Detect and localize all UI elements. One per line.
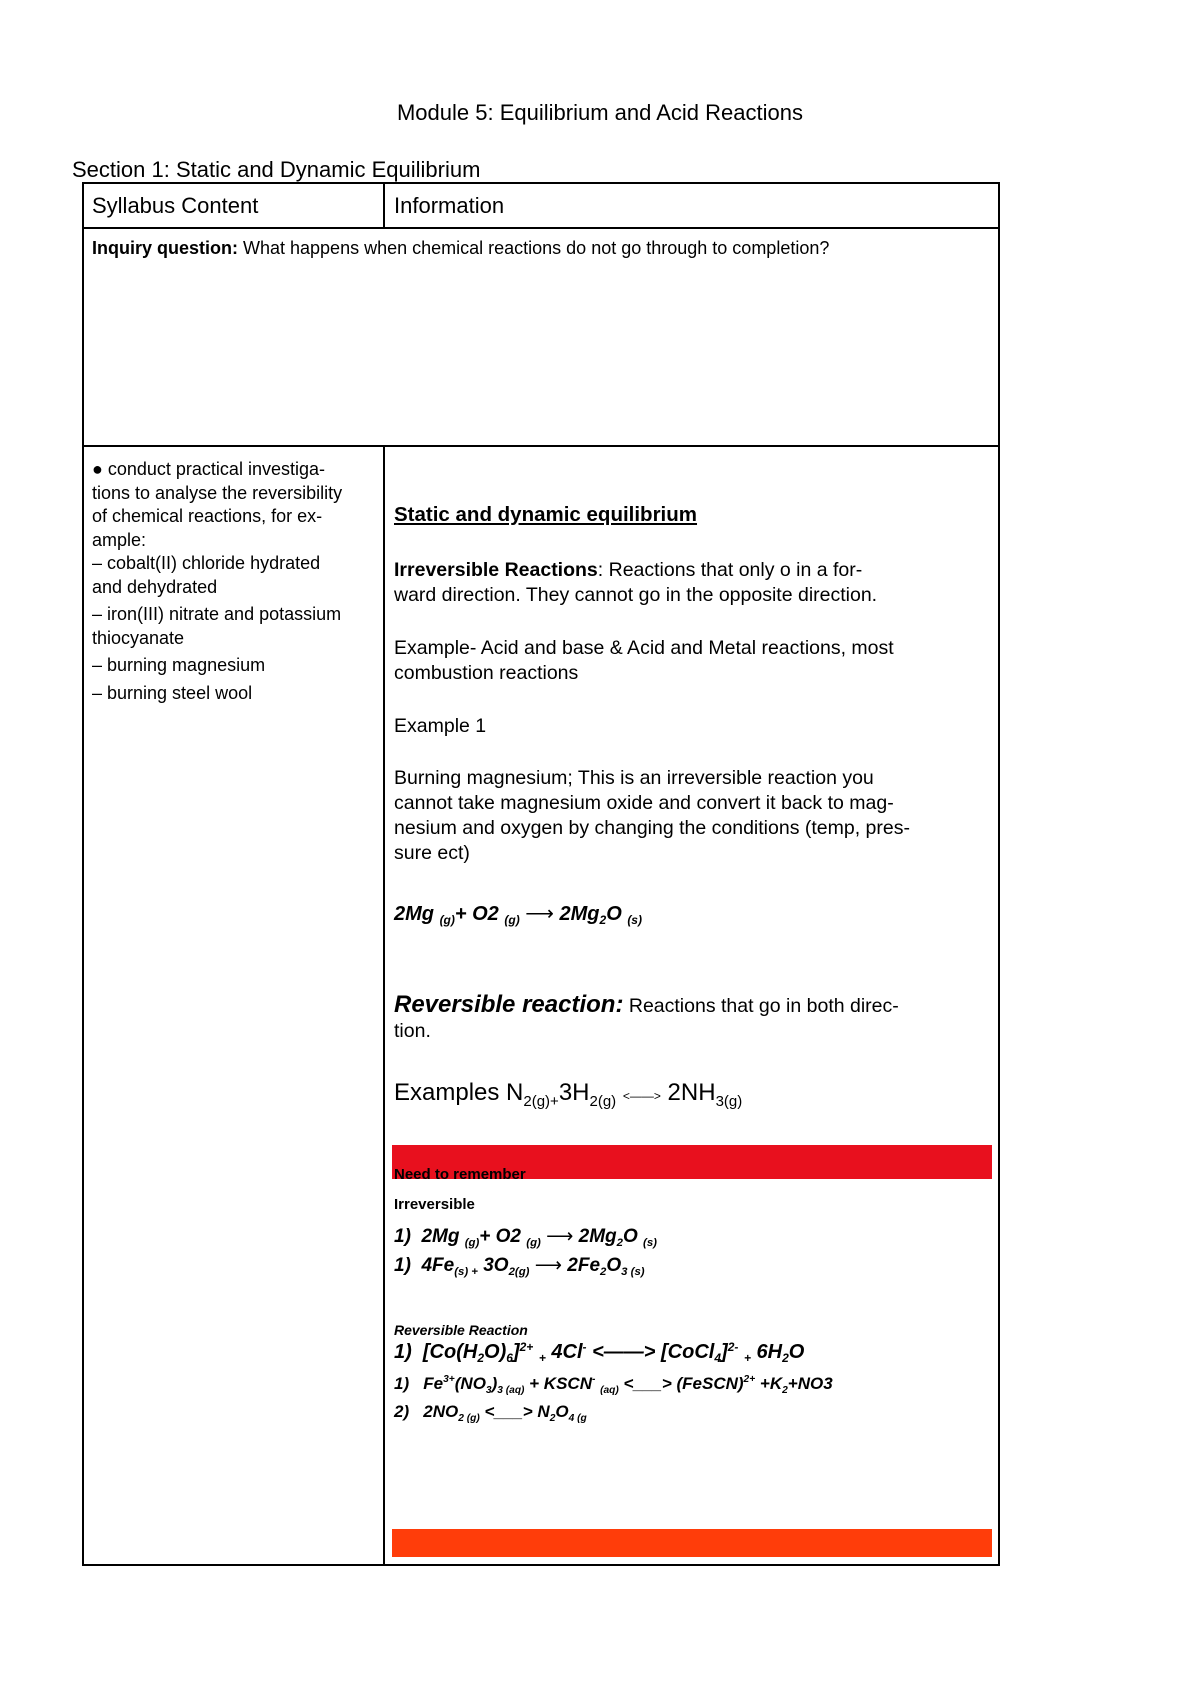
- column-header-information: Information: [394, 193, 505, 218]
- syllabus-line: tions to analyse the reversibility: [92, 482, 343, 503]
- example-line: combustion reactions: [394, 662, 579, 684]
- section-title: Section 1: Static and Dynamic Equilibrium: [72, 157, 481, 182]
- syllabus-bullet: ● conduct practical investiga-: [92, 459, 325, 479]
- inquiry-divider: [82, 445, 1000, 447]
- syllabus-content: [92, 458, 382, 705]
- reversible-eq-3: 2) $2NO_{2 (g)}$ <___> $N_2O_{4 (g}$: [394, 1402, 587, 1424]
- inquiry-question: [92, 238, 829, 259]
- syllabus-sub-item: – iron(III) nitrate and potassium: [92, 604, 342, 624]
- reversible-small-label: Reversible Reaction: [394, 1322, 528, 1338]
- reversible-arrow-icon: <——>: [592, 1341, 656, 1363]
- syllabus-line: of chemical reactions, for ex-: [92, 506, 323, 526]
- reversible-arrow-icon: <——>: [622, 1089, 661, 1103]
- irreversible-label: Irreversible Reactions: [394, 559, 598, 581]
- example-paragraph: [394, 636, 994, 686]
- info-heading: Static and dynamic equilibrium: [394, 503, 698, 526]
- document-title: Module 5: Equilibrium and Acid Reactions: [396, 100, 803, 125]
- burning-paragraph: [394, 766, 994, 866]
- irreversible-text: : Reactions that only o in a for-: [597, 559, 863, 581]
- reversible-eq-2: 1) $Fe^{3+}(NO_3)_{3 (aq)}$ + KSCN- $_{(aq)}$ <___> (FeSCN)$^{2+}$ $+K_2+NO3$: [394, 1374, 833, 1396]
- reversible-text-2: tion.: [394, 1020, 431, 1042]
- syllabus-sub-item: and dehydrated: [92, 576, 218, 597]
- burning-line: nesium and oxygen by changing the conditions (temp, pres-: [394, 817, 910, 839]
- syllabus-sub-item: – cobalt(II) chloride hydrated: [92, 553, 321, 573]
- bottom-accent-bar: [392, 1529, 992, 1557]
- reversible-eq-1: 1) $[Co(H_2O)_6]^{2+}$ $_+$ 4Cl- <——> [CoCl$_4$]$^{2-}$ $_+$ $6H_2O$: [394, 1340, 805, 1365]
- examples-label: Examples N: [394, 1079, 524, 1106]
- magnesium-equation: 2Mg $_{(g)}$+ O2 $_{(g)}$ ⟶ $2Mg_2O$ $_{(s)}$: [394, 903, 642, 927]
- inquiry-label: Inquiry question:: [92, 238, 238, 258]
- reversible-label: Reversible reaction:: [394, 991, 624, 1018]
- syllabus-sub-item: thiocyanate: [92, 627, 185, 648]
- irreversible-eq-2: 1) $4Fe_{(s) +}$ $3O_{2(g)}$ ⟶ $2Fe_2O_{3 (s)}$: [394, 1255, 645, 1278]
- inquiry-text: What happens when chemical reactions do not go through to completion?: [238, 238, 830, 258]
- ammonia-example: Examples $N_{2(g)+}3H_{2(g)}$ <——> $2NH_{3(g)}$: [394, 1079, 743, 1110]
- example-1-label: Example 1: [394, 715, 487, 737]
- irreversible-eq-1: 1) 2Mg $_{(g)}$+ O2 $_{(g)}$ ⟶ $2Mg_2O$ $_{(s)}$: [394, 1226, 657, 1249]
- body-column-divider: [383, 445, 385, 1566]
- example-line: Example- Acid and base & Acid and Metal reactions, most: [394, 637, 894, 659]
- burning-line: cannot take magnesium oxide and convert it back to mag-: [394, 792, 894, 814]
- irreversible-small-label: Irreversible: [394, 1196, 475, 1213]
- forward-arrow-icon: ⟶: [534, 1255, 562, 1276]
- syllabus-sub-item: – burning steel wool: [92, 682, 253, 703]
- column-header-syllabus: Syllabus Content: [92, 193, 259, 218]
- syllabus-sub-item: – burning magnesium: [92, 655, 266, 675]
- reversible-definition: [394, 992, 994, 1044]
- burning-line: sure ect): [394, 842, 470, 864]
- burning-line: Burning magnesium; This is an irreversible reaction you: [394, 767, 874, 789]
- need-to-remember-label: Need to remember: [394, 1166, 526, 1183]
- syllabus-line: ample:: [92, 529, 147, 550]
- irreversible-text-2: ward direction. They cannot go in the opposite direction.: [394, 584, 878, 606]
- header-column-divider: [383, 182, 385, 228]
- forward-arrow-icon: ⟶: [546, 1226, 574, 1247]
- reversible-text: Reactions that go in both direc-: [623, 995, 899, 1017]
- forward-arrow-icon: ⟶: [525, 903, 554, 925]
- header-divider: [82, 227, 1000, 229]
- irreversible-definition: [394, 558, 994, 608]
